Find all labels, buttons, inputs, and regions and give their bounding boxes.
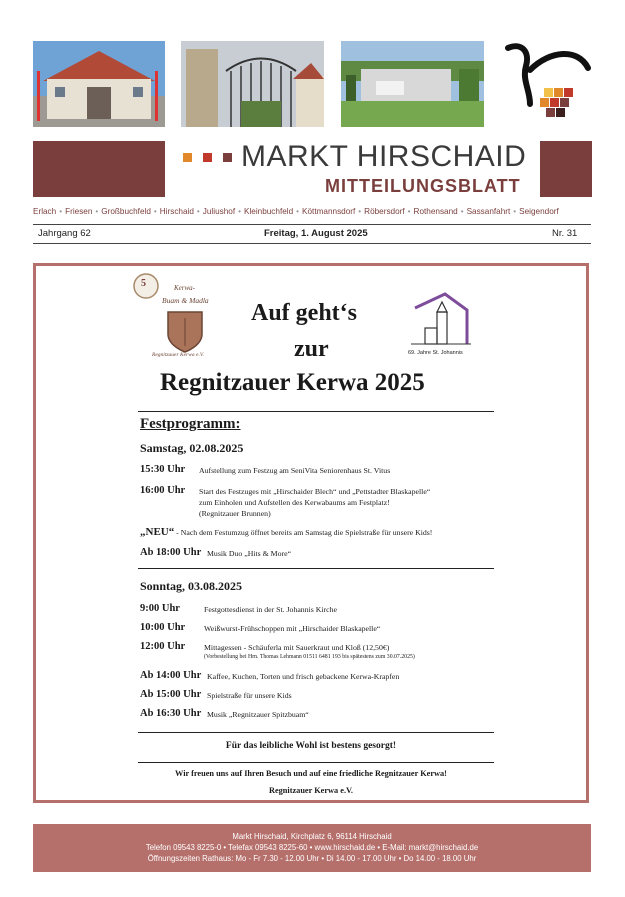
flyer-rule-1	[138, 411, 494, 412]
accent-square-brown	[223, 153, 232, 162]
district: Röbersdorf	[364, 207, 405, 216]
district-list: Erlach • Friesen • Großbuchfeld • Hirschaid • Juliushof • Kleinbuchfeld • Köttmannsdorf • Röbersdorf • Rothensand • Sassanfahrt • Seigendorf	[33, 207, 559, 216]
headline-line2: zur	[294, 336, 329, 362]
accent-square-orange	[183, 153, 192, 162]
flyer-rule-3	[138, 732, 494, 733]
flyer-rule-2	[138, 568, 494, 569]
event-text: Festgottesdienst in der St. Johannis Kirche	[204, 605, 337, 614]
event-time: 15:30 Uhr	[140, 464, 186, 475]
food-notice: Für das leibliche Wohl ist bestens gesorgt!	[225, 741, 397, 751]
neu-notice	[140, 526, 432, 538]
logo-club-name: Regnitzauer Kerwa e.V.	[152, 352, 204, 358]
footer-address: Markt Hirschaid, Kirchplatz 6, 96114 Hirschaid	[232, 832, 392, 841]
footer-contact	[33, 824, 591, 872]
headline-main: Regnitzauer Kerwa 2025	[160, 369, 425, 396]
event-text: Musik „Regnitzauer Spitzbuam“	[207, 710, 309, 719]
publication-subtitle: MITTEILUNGSBLATT	[325, 176, 521, 196]
event-text-line3: (Regnitzauer Brunnen)	[199, 509, 271, 518]
logo-5-years: 5	[141, 278, 146, 289]
event-time: 9:00 Uhr	[140, 603, 180, 614]
event-text: Weißwurst-Frühschoppen mit „Hirschaider Blaskapelle“	[204, 624, 381, 633]
event-text: Mittagessen - Schäuferla mit Sauerkraut und Kloß (12,50€)	[204, 643, 390, 652]
event-text: Aufstellung zum Festzug am SeniVita Seniorenhaus St. Vitus	[199, 466, 391, 475]
district: Großbuchfeld	[101, 207, 151, 216]
event-time: Ab 18:00 Uhr	[140, 547, 202, 558]
logo-buam-madla: Buam & Madla	[162, 296, 209, 305]
district: Erlach	[33, 207, 57, 216]
logo-kerwa-text: Kerwa-	[174, 284, 195, 292]
district: Juliushof	[202, 207, 236, 216]
district: Sassanfahrt	[466, 207, 511, 216]
event-time: Ab 16:30 Uhr	[140, 708, 202, 719]
divider-top	[33, 224, 591, 225]
neu-label: „NEU“	[140, 526, 175, 538]
day2-heading: Sonntag, 03.08.2025	[140, 579, 243, 593]
volume: Jahrgang 62	[38, 228, 91, 239]
st-johannis-logo	[408, 290, 483, 360]
photo-town-hall	[33, 41, 165, 127]
photo-gate	[181, 41, 324, 127]
divider-bottom	[33, 243, 591, 244]
event-note: (Vorbestellung bei Hrn. Thomas Lehmann 01511 6481 193 bis spätestens zum 30.07.2025)	[204, 654, 415, 660]
district: Rothensand	[413, 207, 458, 216]
kerwa-flyer	[33, 263, 589, 803]
event-text: Spielstraße für unsere Kids	[207, 691, 292, 700]
footer-contact-line: Telefon 09543 8225-0 • Telefax 09543 8225-60 • www.hirschaid.de • E-Mail: markt@hirschaid.de	[145, 843, 479, 852]
markt-logo-icon	[500, 40, 592, 120]
photo-business-park	[341, 41, 484, 127]
event-text: Start des Festzuges mit „Hirschaider Blech“ und „Pettstadter Blaskapelle“	[199, 487, 431, 496]
brand-bar-left	[33, 141, 165, 197]
event-time: Ab 14:00 Uhr	[140, 670, 202, 681]
district: Friesen	[65, 207, 93, 216]
event-text: Musik Duo „Hits & More“	[207, 549, 292, 558]
district: Köttmannsdorf	[302, 207, 356, 216]
publication-title: MARKT HIRSCHAID	[241, 140, 527, 173]
day1-heading: Samstag, 02.08.2025	[140, 441, 244, 455]
district: Hirschaid	[159, 207, 194, 216]
neu-text: - Nach dem Festumzug öffnet bereits am Samstag die Spielstraße für unsere Kids!	[174, 528, 433, 537]
event-time: 16:00 Uhr	[140, 485, 186, 496]
event-time: 10:00 Uhr	[140, 622, 186, 633]
footer-opening-hours: Öffnungszeiten Rathaus: Mo - Fr 7.30 - 12.00 Uhr • Di 14.00 - 17.00 Uhr • Do 14.00 - 18.00 Uhr	[147, 854, 477, 863]
district: Kleinbuchfeld	[243, 207, 294, 216]
festprogramm-heading: Festprogramm:	[140, 416, 241, 432]
brand-bar-right	[540, 141, 592, 197]
flyer-rule-4	[138, 762, 494, 763]
headline-line1: Auf geht‘s	[251, 300, 357, 326]
club-signature: Regnitzauer Kerwa e.V.	[268, 786, 354, 795]
issue-date: Freitag, 1. August 2025	[264, 228, 368, 239]
event-text-line2: zum Einholen und Aufstellen des Kerwabaums am Festplatz!	[199, 498, 390, 507]
st-johannis-caption: 69. Jahre St. Johannis	[408, 350, 463, 356]
event-time: Ab 15:00 Uhr	[140, 689, 202, 700]
accent-square-red	[203, 153, 212, 162]
issue-number: Nr. 31	[552, 228, 578, 239]
event-text: Kaffee, Kuchen, Torten und frisch gebackene Kerwa-Krapfen	[207, 672, 400, 681]
welcome-notice: Wir freuen uns auf Ihren Besuch und auf eine friedliche Regnitzauer Kerwa!	[175, 769, 447, 778]
event-time: 12:00 Uhr	[140, 641, 186, 652]
district: Seigendorf	[519, 207, 559, 216]
kerwa-club-logo	[132, 272, 228, 362]
